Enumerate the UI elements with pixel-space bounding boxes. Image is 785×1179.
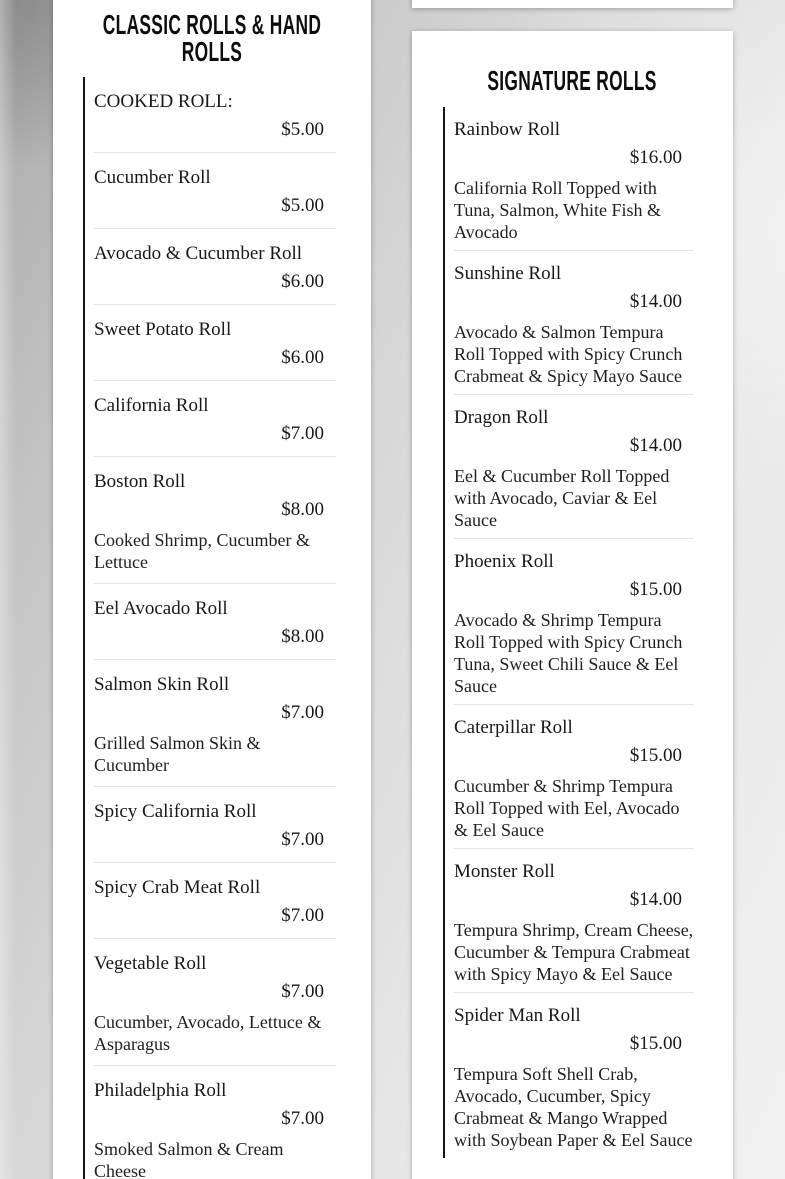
menu-item-name: COOKED ROLL: bbox=[94, 91, 233, 112]
menu-item-price: $15.00 bbox=[629, 745, 682, 766]
menu-item-description: Cucumber, Avocado, Lettuce & Asparagus bbox=[94, 1012, 322, 1054]
menu-item-price: $14.00 bbox=[629, 435, 682, 456]
menu-item bbox=[94, 660, 336, 787]
menu-item bbox=[94, 305, 336, 381]
menu-item-name: Sunshine Roll bbox=[454, 263, 562, 284]
menu-item bbox=[94, 863, 336, 939]
menu-item-description: Eel & Cucumber Roll Topped with Avocado, Caviar & Eel Sauce bbox=[454, 466, 670, 530]
menu-item-name: Philadelphia Roll bbox=[94, 1080, 227, 1101]
previous-card-stub bbox=[412, 0, 733, 8]
menu-item-name: Rainbow Roll bbox=[454, 119, 561, 140]
menu-item-name: Spicy California Roll bbox=[94, 801, 257, 822]
menu-item-price: $8.00 bbox=[281, 626, 324, 647]
menu-item bbox=[94, 584, 336, 660]
menu-item bbox=[94, 939, 336, 1066]
menu-item-name: Sweet Potato Roll bbox=[94, 319, 232, 340]
menu-item bbox=[94, 457, 336, 584]
menu-item-name: Eel Avocado Roll bbox=[94, 598, 228, 619]
menu-item bbox=[94, 153, 336, 229]
menu-item bbox=[94, 1066, 336, 1179]
menu-item-name: Cucumber Roll bbox=[94, 167, 211, 188]
classic-rolls-title: CLASSIC ROLLS & HAND ROLLS bbox=[102, 9, 322, 67]
menu-item-price: $7.00 bbox=[281, 981, 324, 1002]
menu-item bbox=[454, 107, 694, 251]
menu-item-description: Smoked Salmon & Cream Cheese bbox=[94, 1139, 284, 1179]
menu-item bbox=[454, 849, 694, 993]
menu-item-price: $5.00 bbox=[281, 195, 324, 216]
menu-item-name: Vegetable Roll bbox=[94, 953, 207, 974]
menu-item-price: $14.00 bbox=[629, 889, 682, 910]
signature-rolls-list bbox=[443, 107, 694, 1158]
menu-item-name: Spicy Crab Meat Roll bbox=[94, 877, 261, 898]
menu-item-name: Salmon Skin Roll bbox=[94, 674, 230, 695]
menu-item bbox=[94, 77, 336, 153]
menu-item-name: California Roll bbox=[94, 395, 209, 416]
menu-item-description: Cooked Shrimp, Cucumber & Lettuce bbox=[94, 530, 310, 572]
menu-item-description: Cucumber & Shrimp Tempura Roll Topped with Eel, Avocado & Eel Sauce bbox=[454, 776, 680, 840]
menu-item-price: $7.00 bbox=[281, 1108, 324, 1129]
menu-item-price: $6.00 bbox=[281, 271, 324, 292]
menu-item-description: California Roll Topped with Tuna, Salmon, White Fish & Avocado bbox=[454, 178, 662, 242]
menu-item-name: Caterpillar Roll bbox=[454, 717, 573, 738]
menu-item-description: Tempura Shrimp, Cream Cheese, Cucumber & Tempura Crabmeat with Spicy Mayo & Eel Sauce bbox=[454, 920, 694, 984]
menu-item bbox=[454, 705, 694, 849]
menu-item-price: $15.00 bbox=[629, 1033, 682, 1054]
signature-rolls-title: SIGNATURE ROLLS bbox=[487, 65, 657, 96]
menu-item-description: Avocado & Shrimp Tempura Roll Topped with Spicy Crunch Tuna, Sweet Chili Sauce & Eel Sauce bbox=[454, 610, 683, 696]
menu-item-price: $8.00 bbox=[281, 499, 324, 520]
signature-rolls-card bbox=[412, 31, 733, 1179]
menu-item-name: Dragon Roll bbox=[454, 407, 549, 428]
menu-item-price: $5.00 bbox=[281, 119, 324, 140]
menu-item-name: Avocado & Cucumber Roll bbox=[94, 243, 303, 264]
classic-rolls-card bbox=[53, 0, 371, 1179]
menu-item-name: Phoenix Roll bbox=[454, 551, 554, 572]
menu-item bbox=[454, 993, 694, 1158]
menu-item-price: $7.00 bbox=[281, 905, 324, 926]
menu-item-description: Grilled Salmon Skin & Cucumber bbox=[94, 733, 261, 775]
menu-item-price: $7.00 bbox=[281, 702, 324, 723]
menu-item bbox=[94, 381, 336, 457]
menu-item-price: $15.00 bbox=[629, 579, 682, 600]
menu-item bbox=[94, 787, 336, 863]
menu-item-name: Spider Man Roll bbox=[454, 1005, 581, 1026]
menu-item-price: $7.00 bbox=[281, 829, 324, 850]
menu-item-price: $7.00 bbox=[281, 423, 324, 444]
menu-item-description: Avocado & Salmon Tempura Roll Topped with Spicy Crunch Crabmeat & Spicy Mayo Sauce bbox=[454, 322, 683, 386]
menu-item bbox=[454, 251, 694, 395]
classic-rolls-list bbox=[83, 77, 336, 1179]
menu-item-price: $6.00 bbox=[281, 347, 324, 368]
menu-item bbox=[454, 395, 694, 539]
menu-item-name: Boston Roll bbox=[94, 471, 186, 492]
menu-item-price: $16.00 bbox=[629, 147, 682, 168]
menu-item-price: $14.00 bbox=[629, 291, 682, 312]
menu-item-name: Monster Roll bbox=[454, 861, 555, 882]
menu-item bbox=[454, 539, 694, 705]
menu-item-description: Tempura Soft Shell Crab, Avocado, Cucumber, Spicy Crabmeat & Mango Wrapped with Soybean Paper & Eel Sauce bbox=[454, 1064, 693, 1150]
menu-item bbox=[94, 229, 336, 305]
